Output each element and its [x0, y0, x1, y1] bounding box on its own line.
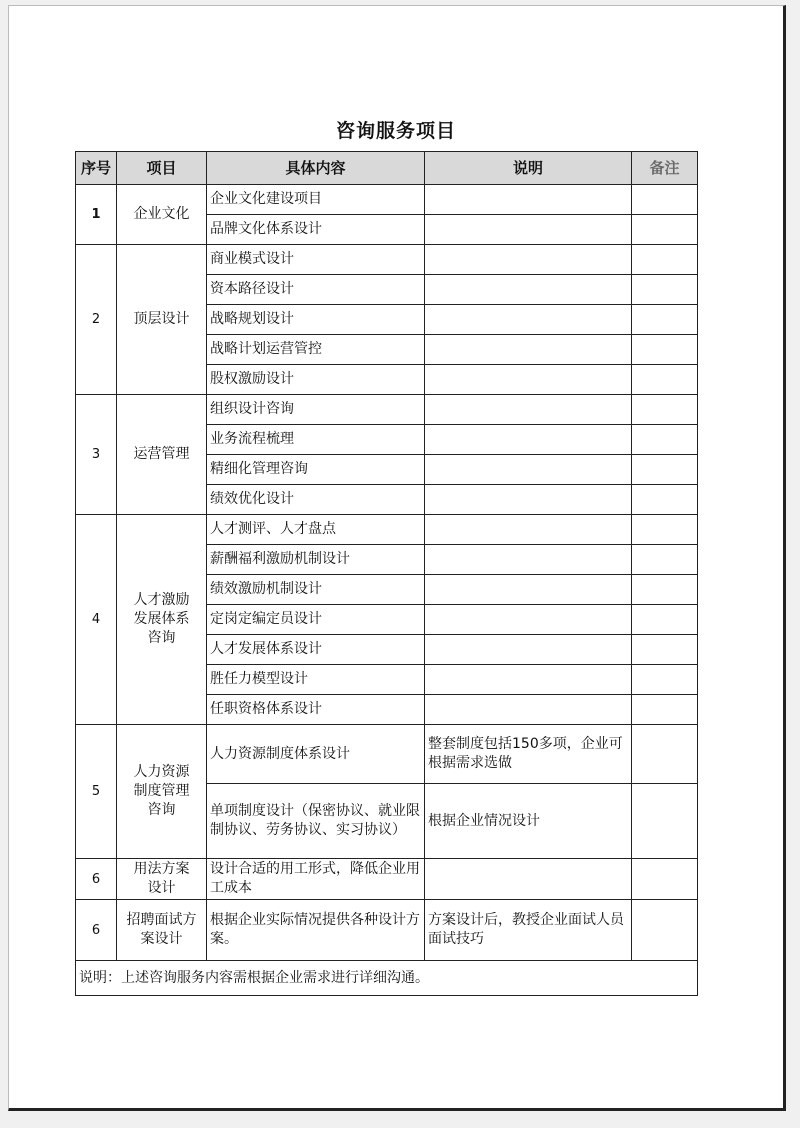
remark-cell — [632, 395, 698, 425]
content-cell: 人才测评、人才盘点 — [207, 515, 425, 545]
project-cell: 顶层设计 — [117, 245, 207, 395]
seq-cell: 6 — [76, 859, 117, 900]
project-cell: 企业文化 — [117, 185, 207, 245]
footnote-row — [76, 961, 698, 996]
service-table — [75, 151, 698, 996]
remark-cell — [632, 485, 698, 515]
explain-cell — [425, 665, 632, 695]
content-cell: 战略规划设计 — [207, 305, 425, 335]
table-row — [76, 395, 698, 425]
explain-cell — [425, 245, 632, 275]
explain-cell — [425, 515, 632, 545]
explain-cell — [425, 275, 632, 305]
remark-cell — [632, 575, 698, 605]
explain-cell — [425, 455, 632, 485]
table-row — [76, 900, 698, 961]
header-project: 项目 — [117, 152, 207, 185]
seq-cell: 6 — [76, 900, 117, 961]
content-cell: 根据企业实际情况提供各种设计方案。 — [207, 900, 425, 961]
content-cell: 股权激励设计 — [207, 365, 425, 395]
remark-cell — [632, 725, 698, 784]
explain-cell — [425, 485, 632, 515]
remark-cell — [632, 545, 698, 575]
remark-cell — [632, 784, 698, 859]
remark-cell — [632, 635, 698, 665]
project-cell: 招聘面试方案设计 — [117, 900, 207, 961]
explain-cell — [425, 185, 632, 215]
remark-cell — [632, 859, 698, 900]
document-page — [8, 5, 786, 1111]
remark-cell — [632, 215, 698, 245]
table-row — [76, 725, 698, 784]
explain-cell — [425, 575, 632, 605]
remark-cell — [632, 515, 698, 545]
content-cell: 资本路径设计 — [207, 275, 425, 305]
explain-cell: 方案设计后，教授企业面试人员面试技巧 — [425, 900, 632, 961]
remark-cell — [632, 425, 698, 455]
project-cell: 运营管理 — [117, 395, 207, 515]
seq-cell: 1 — [76, 185, 117, 245]
remark-cell — [632, 900, 698, 961]
explain-cell — [425, 215, 632, 245]
content-cell: 设计合适的用工形式，降低企业用工成本 — [207, 859, 425, 900]
content-cell: 单项制度设计（保密协议、就业限制协议、劳务协议、实习协议） — [207, 784, 425, 859]
remark-cell — [632, 185, 698, 215]
header-explain: 说明 — [425, 152, 632, 185]
content-cell: 人才发展体系设计 — [207, 635, 425, 665]
remark-cell — [632, 665, 698, 695]
explain-cell — [425, 635, 632, 665]
project-cell: 用法方案设计 — [117, 859, 207, 900]
content-cell: 业务流程梳理 — [207, 425, 425, 455]
content-cell: 商业模式设计 — [207, 245, 425, 275]
explain-cell: 根据企业情况设计 — [425, 784, 632, 859]
header-row — [76, 152, 698, 185]
project-cell: 人力资源制度管理咨询 — [117, 725, 207, 859]
explain-cell — [425, 305, 632, 335]
content-cell: 战略计划运营管控 — [207, 335, 425, 365]
content-cell: 品牌文化体系设计 — [207, 215, 425, 245]
content-cell: 企业文化建设项目 — [207, 185, 425, 215]
content-cell: 绩效激励机制设计 — [207, 575, 425, 605]
content-cell: 定岗定编定员设计 — [207, 605, 425, 635]
table-row — [76, 245, 698, 275]
project-cell: 人才激励发展体系咨询 — [117, 515, 207, 725]
table-row — [76, 515, 698, 545]
explain-cell — [425, 395, 632, 425]
table-row — [76, 859, 698, 900]
remark-cell — [632, 335, 698, 365]
remark-cell — [632, 245, 698, 275]
content-cell: 精细化管理咨询 — [207, 455, 425, 485]
content-cell: 胜任力模型设计 — [207, 665, 425, 695]
remark-cell — [632, 605, 698, 635]
remark-cell — [632, 455, 698, 485]
table-row — [76, 185, 698, 215]
remark-cell — [632, 695, 698, 725]
remark-cell — [632, 275, 698, 305]
header-remark: 备注 — [632, 152, 698, 185]
remark-cell — [632, 305, 698, 335]
explain-cell — [425, 695, 632, 725]
seq-cell: 2 — [76, 245, 117, 395]
content-cell: 绩效优化设计 — [207, 485, 425, 515]
remark-cell — [632, 365, 698, 395]
explain-cell — [425, 365, 632, 395]
explain-cell — [425, 859, 632, 900]
explain-cell — [425, 545, 632, 575]
content-cell: 任职资格体系设计 — [207, 695, 425, 725]
explain-cell — [425, 335, 632, 365]
page-title: 咨询服务项目 — [335, 120, 456, 142]
content-cell: 组织设计咨询 — [207, 395, 425, 425]
explain-cell: 整套制度包括150多项，企业可根据需求选做 — [425, 725, 632, 784]
header-seq: 序号 — [76, 152, 117, 185]
content-cell: 人力资源制度体系设计 — [207, 725, 425, 784]
content-cell: 薪酬福利激励机制设计 — [207, 545, 425, 575]
explain-cell — [425, 425, 632, 455]
seq-cell: 4 — [76, 515, 117, 725]
seq-cell: 3 — [76, 395, 117, 515]
header-content: 具体内容 — [207, 152, 425, 185]
explain-cell — [425, 605, 632, 635]
seq-cell: 5 — [76, 725, 117, 859]
footnote: 说明：上述咨询服务内容需根据企业需求进行详细沟通。 — [76, 961, 698, 996]
